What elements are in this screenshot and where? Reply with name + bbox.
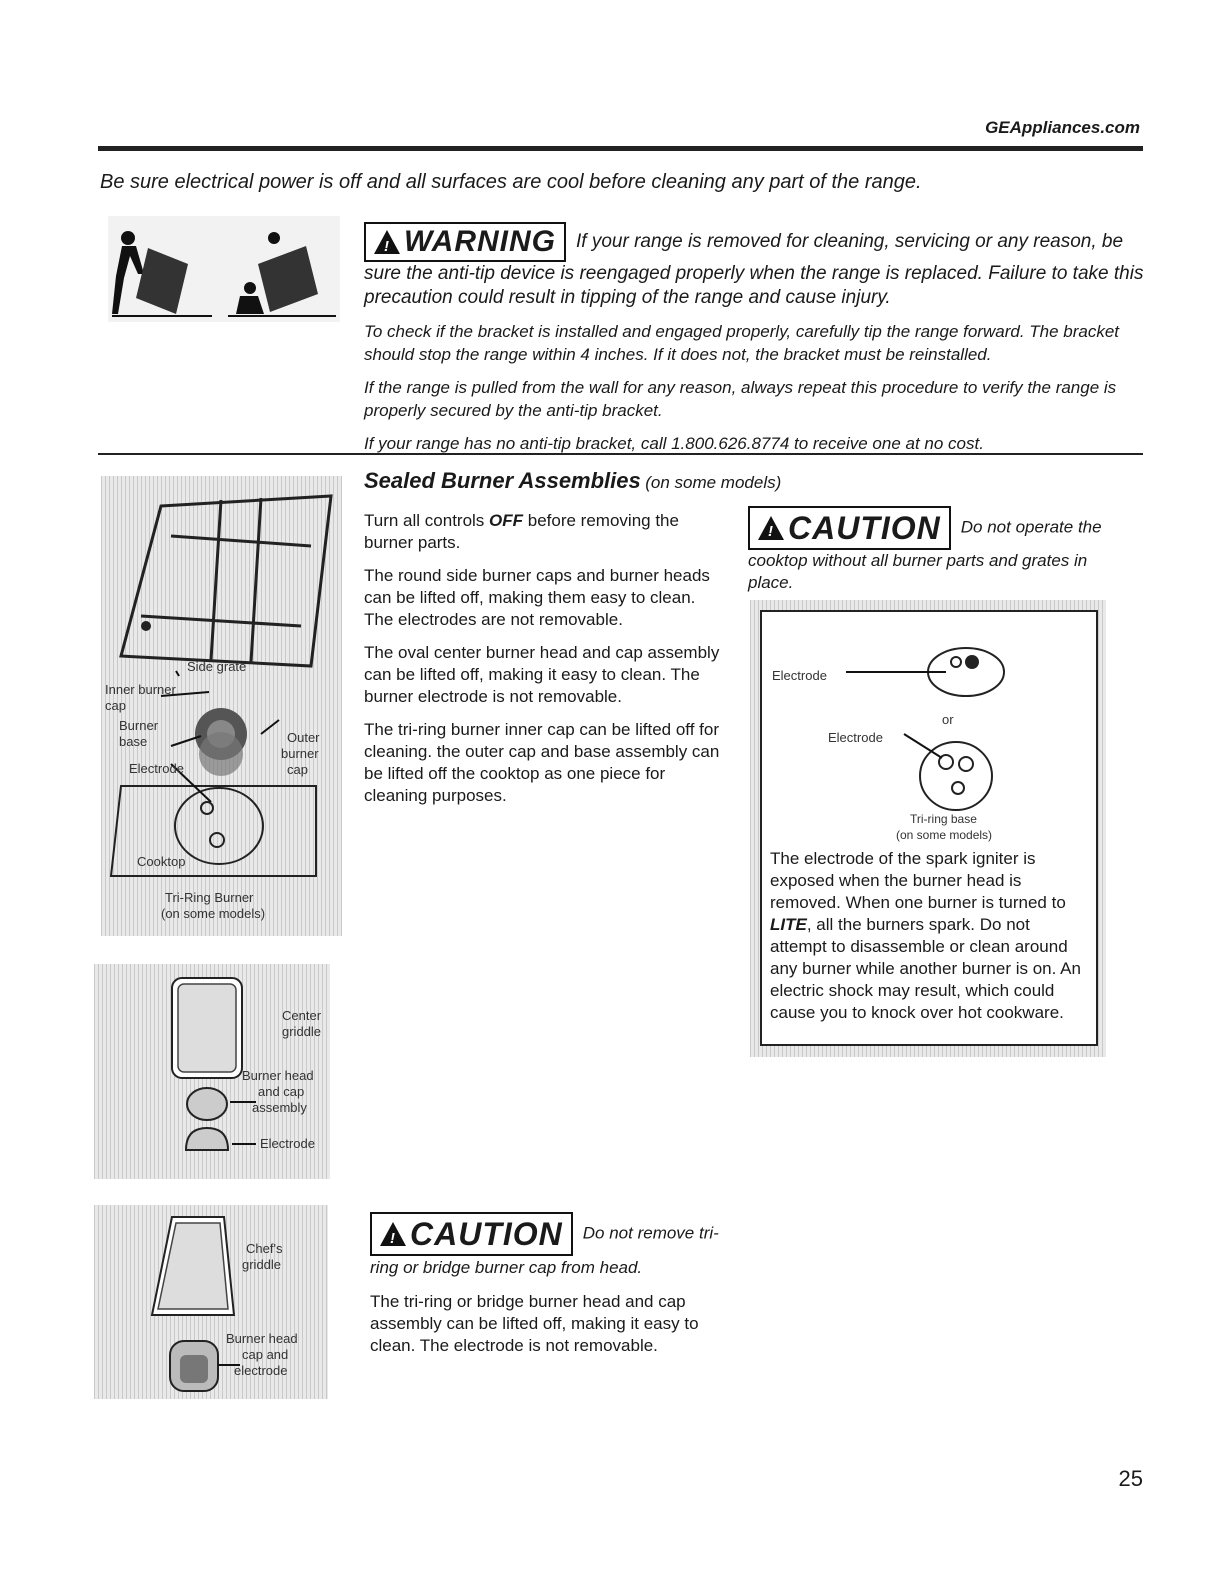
warning-repeat-text: If the range is pulled from the wall for any reason, always repeat this procedure to verify the range is properly secured by the anti-tip bracket. [364,378,1117,420]
chefs-griddle-label-2: griddle [242,1257,282,1272]
caution-block-2 [370,1212,720,1357]
caution-block-1 [748,506,1118,594]
inner-burner-label: Inner burner [105,682,176,697]
burner-head-electrode-label-1: Burner head [226,1331,298,1346]
section-title: Sealed Burner Assemblies [364,468,641,493]
tri-ring-base-models: (on some models) [896,828,993,842]
cooktop-label: Cooktop [137,854,186,869]
caution-label-1: CAUTION [788,510,941,546]
oval-burner-paragraph: The oval center burner head and cap assembly can be lifted off, making it easy to clean. The burner electrode is not removable. [364,643,720,706]
tip-over-pictogram [108,216,340,322]
electrode-info-box [750,600,1106,1057]
header-rule [98,146,1143,151]
bridge-burner-paragraph: The tri-ring or bridge burner head and cap assembly can be lifted off, making it easy to clean. The electrode is not removable. [370,1292,699,1355]
chefs-griddle-figure [94,1205,328,1399]
burner-head-label-3: assembly [252,1100,307,1115]
caution-text-2: Do not remove tri-ring or bridge burner cap from head. [370,1223,719,1277]
electrode-label-fig2: Electrode [260,1136,315,1151]
electrode-label-fig1: Electrode [129,761,184,776]
off-emphasis: OFF [489,511,524,530]
p1-after: before removing the burner parts. [364,511,679,552]
outer-burner-label-3: cap [287,762,308,777]
center-griddle-label-2: griddle [282,1024,322,1039]
caution-badge-1 [748,506,951,550]
burner-head-electrode-label-2: cap and [242,1347,289,1362]
outer-burner-label-1: Outer [287,730,320,745]
caution-label-2: CAUTION [410,1215,563,1252]
caution-badge-2 [370,1212,573,1256]
intro-text: Be sure electrical power is off and all surfaces are cool before cleaning any part of the range. [100,171,922,193]
tri-ring-base-caption: Tri-ring base [910,812,977,826]
side-grate-label: Side grate [187,659,247,674]
warning-text: If your range is removed for cleaning, servicing or any reason, be sure the anti-tip device is reengaged properly when the range is replaced. Failure to take this precaution could result in tipping of the range and cause injury. [364,231,1144,308]
caution-icon-2 [380,1222,406,1246]
warning-label: WARNING [404,225,556,258]
outer-burner-label-2: burner [281,746,319,761]
warning-check-text: To check if the bracket is installed and engaged properly, carefully tip the range forward. The bracket should stop the range within 4 inches. If it does not, the bracket must be reinstalled. [364,322,1120,364]
burner-head-label-1: Burner head [242,1068,314,1083]
spark-text-after: , all the burners spark. Do not attempt to disassemble or clean around any burner while another burner is on. An electric shock may result, which could cause you to knock over hot cookware. [770,915,1081,1022]
section-rule [98,453,1143,455]
tri-ring-caption-2: (on some models) [161,906,266,921]
tri-ring-burner-figure [101,476,342,936]
side-burner-paragraph: The round side burner caps and burner heads can be lifted off, making them easy to clean. The electrodes are not removable. [364,566,710,629]
section-heading [364,468,781,494]
page-number: 25 [1118,1466,1143,1491]
p1-before: Turn all controls [364,511,490,530]
section-body [364,510,729,807]
electrode-label-mid: Electrode [828,730,883,745]
warning-block [364,222,1149,455]
lite-emphasis: LITE [770,915,807,934]
burner-head-electrode-label-3: electrode [234,1363,288,1378]
warning-icon [374,230,400,254]
caution-text-1: Do not operate the cooktop without all burner parts and grates in place. [748,517,1102,592]
tri-ring-caption-1: Tri-Ring Burner [165,890,254,905]
burner-base-label-1: Burner [119,718,159,733]
site-url: GEAppliances.com [985,118,1140,137]
controls-off-paragraph [364,510,729,554]
spark-igniter-text [770,848,1082,1024]
section-subtitle: (on some models) [645,473,782,492]
center-griddle-figure [94,964,330,1179]
burner-head-label-2: and cap [258,1084,305,1099]
inner-burner-cap-label: cap [105,698,126,713]
chefs-griddle-label-1: Chef's [246,1241,283,1256]
burner-base-label-2: base [119,734,148,749]
electrode-info-inner [760,610,1098,1046]
or-label: or [942,712,954,727]
spark-text-before: The electrode of the spark igniter is exposed when the burner head is removed. When one burner is turned to [770,849,1066,912]
caution-icon-1 [758,516,784,540]
center-griddle-label-1: Center [282,1008,322,1023]
warning-badge [364,222,566,262]
tri-ring-paragraph: The tri-ring burner inner cap can be lifted off for cleaning. the outer cap and base assembly can be lifted off the cooktop as one piece for cleaning purposes. [364,720,720,805]
warning-call-text: If your range has no anti-tip bracket, call 1.800.626.8774 to receive one at no cost. [364,434,984,453]
electrode-label-top: Electrode [772,668,827,683]
